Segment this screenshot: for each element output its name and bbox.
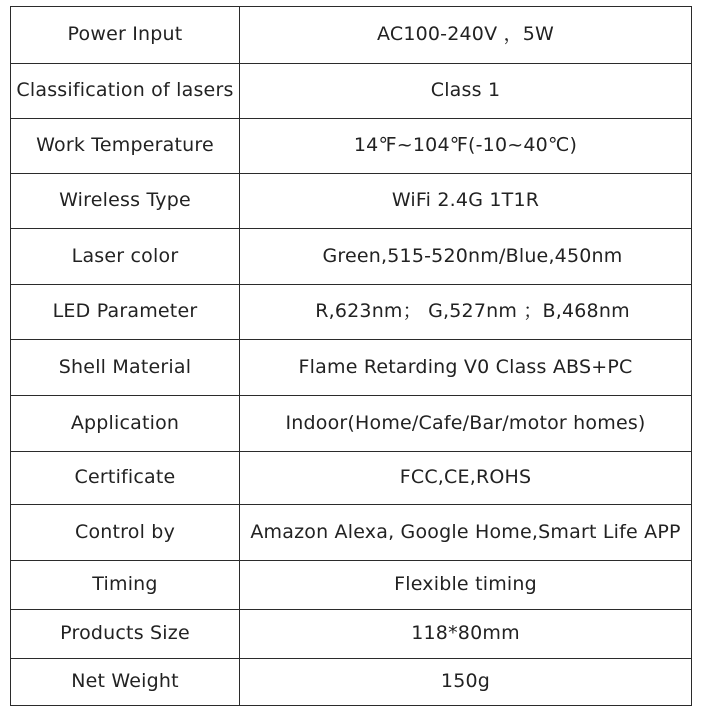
table-row: [11, 64, 692, 119]
spec-label-certificate: Certificate: [11, 452, 240, 505]
spec-value-timing: Flexible timing: [240, 561, 692, 610]
spec-label-application: Application: [11, 396, 240, 452]
table-row: [11, 229, 692, 285]
spec-label-work-temperature: Work Temperature: [11, 119, 240, 174]
table-row: [11, 505, 692, 561]
spec-value-shell-material: Flame Retarding V0 Class ABS+PC: [240, 340, 692, 396]
spec-value-laser-class: Class 1: [240, 64, 692, 119]
spec-label-shell-material: Shell Material: [11, 340, 240, 396]
spec-label-laser-class: Classification of lasers: [11, 64, 240, 119]
spec-value-work-temperature: 14℉~104℉(-10~40℃): [240, 119, 692, 174]
spec-value-certificate: FCC,CE,ROHS: [240, 452, 692, 505]
spec-value-laser-color: Green,515-520nm/Blue,450nm: [240, 229, 692, 285]
spec-label-timing: Timing: [11, 561, 240, 610]
table-row: [11, 610, 692, 659]
spec-value-power-input: AC100-240V ，5W: [240, 7, 692, 64]
spec-value-wireless-type: WiFi 2.4G 1T1R: [240, 174, 692, 229]
table-row: [11, 285, 692, 340]
spec-label-control-by: Control by: [11, 505, 240, 561]
spec-label-laser-color: Laser color: [11, 229, 240, 285]
spec-value-control-by: Amazon Alexa, Google Home,Smart Life APP: [240, 505, 692, 561]
table-row: [11, 7, 692, 64]
table-row: [11, 396, 692, 452]
spec-value-products-size: 118*80mm: [240, 610, 692, 659]
spec-value-net-weight: 150g: [240, 659, 692, 706]
spec-label-wireless-type: Wireless Type: [11, 174, 240, 229]
table-row: [11, 659, 692, 706]
spec-label-led-parameter: LED Parameter: [11, 285, 240, 340]
spec-label-net-weight: Net Weight: [11, 659, 240, 706]
spec-table: [10, 6, 692, 706]
table-row: [11, 340, 692, 396]
spec-label-products-size: Products Size: [11, 610, 240, 659]
table-row: [11, 561, 692, 610]
spec-value-application: Indoor(Home/Cafe/Bar/motor homes): [240, 396, 692, 452]
table-row: [11, 452, 692, 505]
spec-value-led-parameter: R,623nm； G,527nm ；B,468nm: [240, 285, 692, 340]
spec-label-power-input: Power Input: [11, 7, 240, 64]
table-row: [11, 174, 692, 229]
table-row: [11, 119, 692, 174]
